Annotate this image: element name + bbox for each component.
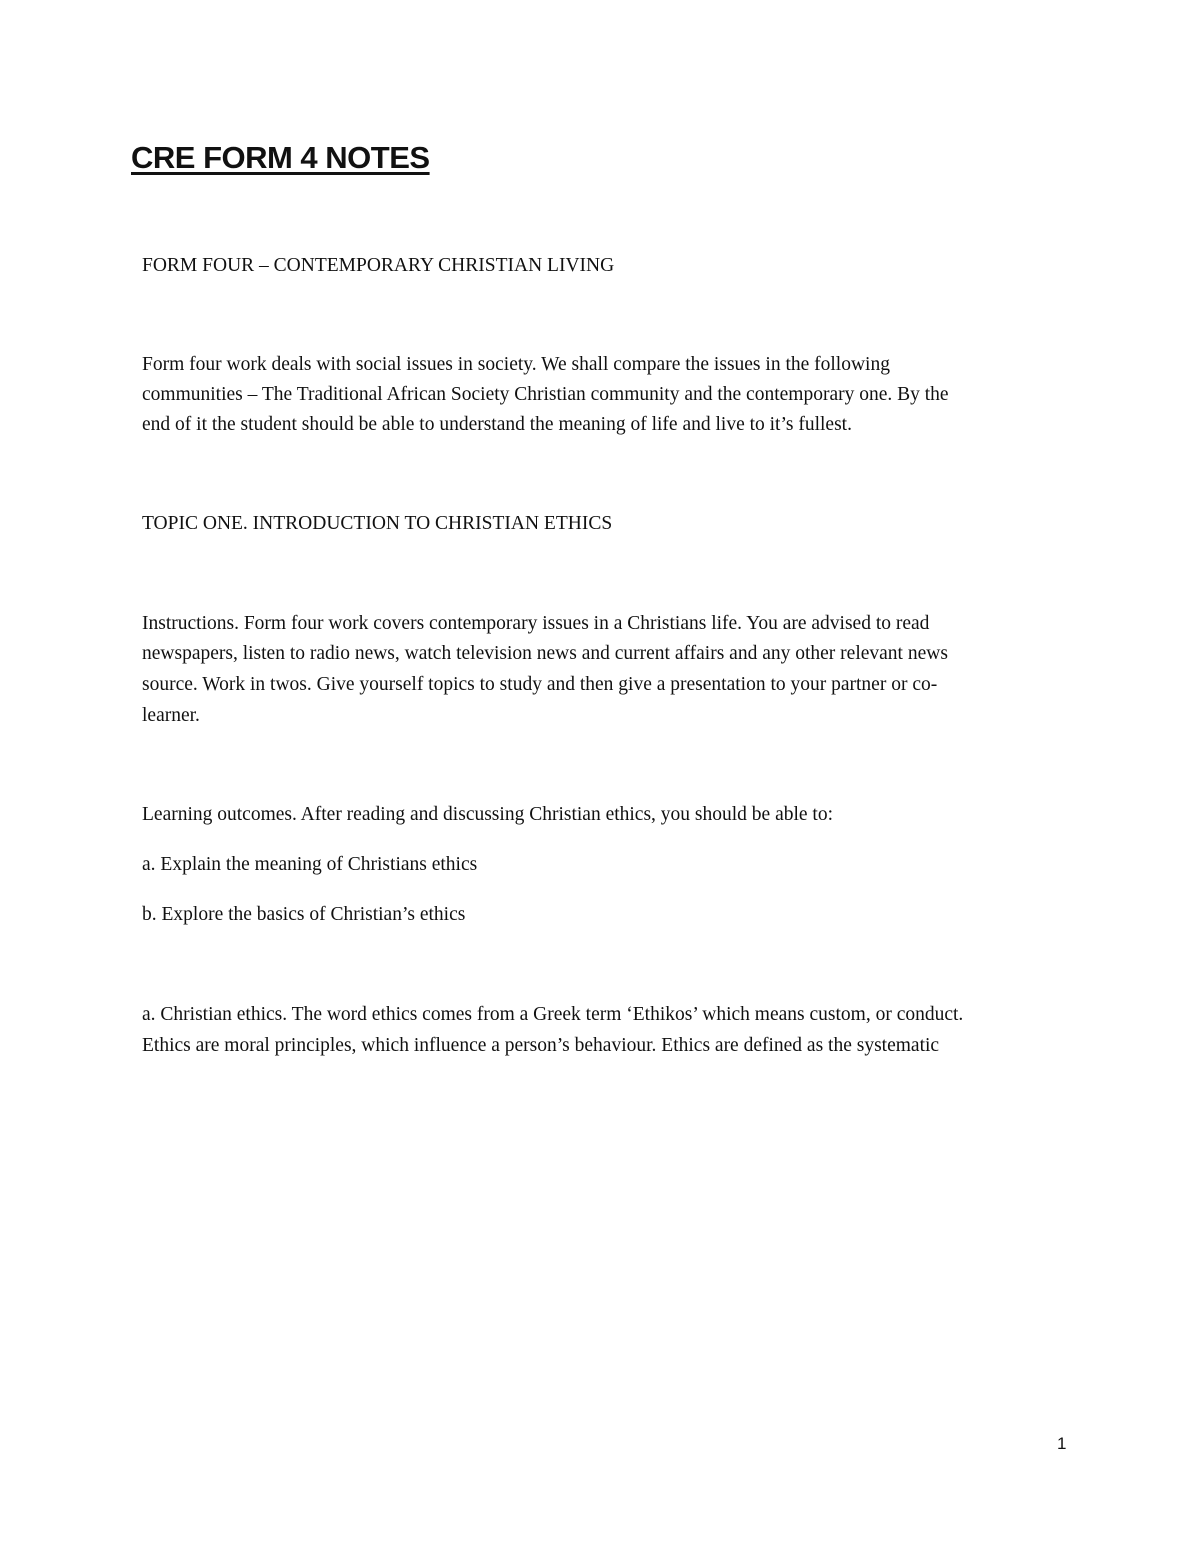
outcome-item: b. Explore the basics of Christian’s ethics <box>142 904 466 925</box>
page-number: 1 <box>1057 1434 1067 1453</box>
intro-line: communities – The Traditional African Society Christian community and the contemporary one. By the <box>142 384 949 405</box>
instructions-line: source. Work in twos. Give yourself topics to study and then give a presentation to your partner or co- <box>142 674 938 695</box>
learning-outcomes-intro: Learning outcomes. After reading and discussing Christian ethics, you should be able to: <box>142 804 834 825</box>
document-title: CRE FORM 4 NOTES <box>131 140 430 175</box>
ethics-line: a. Christian ethics. The word ethics comes from a Greek term ‘Ethikos’ which means custom, or conduct. <box>142 1004 964 1025</box>
subtitle: FORM FOUR – CONTEMPORARY CHRISTIAN LIVING <box>142 255 615 276</box>
instructions-line: newspapers, listen to radio news, watch television news and current affairs and any other relevant news <box>142 643 948 664</box>
topic-heading: TOPIC ONE. INTRODUCTION TO CHRISTIAN ETHICS <box>142 513 613 534</box>
intro-line: end of it the student should be able to understand the meaning of life and live to it’s fullest. <box>142 414 852 435</box>
instructions-line: learner. <box>142 705 200 726</box>
ethics-line: Ethics are moral principles, which influence a person’s behaviour. Ethics are defined as the systematic <box>142 1035 940 1056</box>
instructions-line: Instructions. Form four work covers contemporary issues in a Christians life. You are advised to read <box>142 613 930 634</box>
intro-line: Form four work deals with social issues in society. We shall compare the issues in the following <box>142 354 890 375</box>
outcome-item: a. Explain the meaning of Christians ethics <box>142 854 478 875</box>
